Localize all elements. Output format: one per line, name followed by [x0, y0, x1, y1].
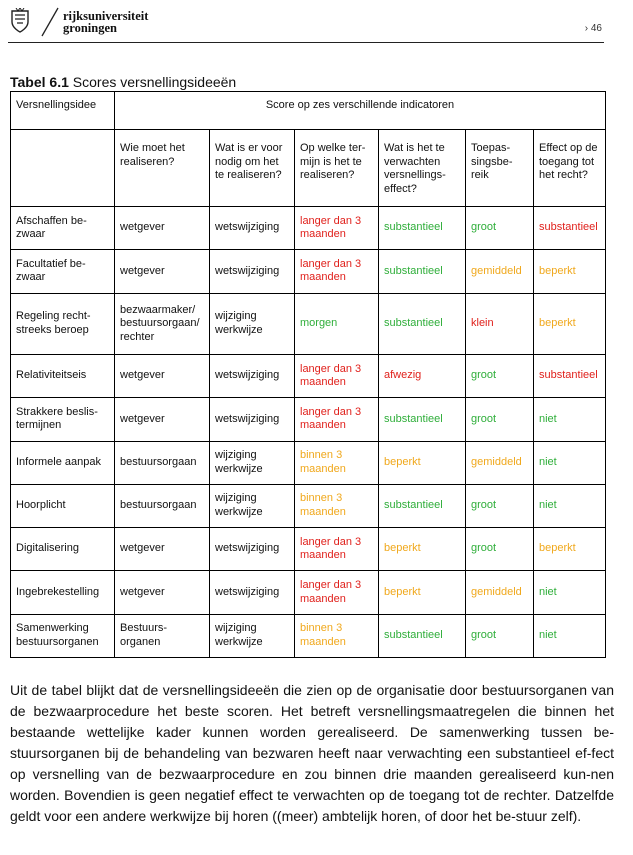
table-cell: langer dan 3 maanden: [295, 528, 379, 571]
table-cell: binnen 3 maanden: [295, 614, 379, 657]
header-rule: [8, 42, 604, 43]
table-cell: substantieel: [379, 484, 466, 527]
table-row: [11, 528, 606, 571]
table-cell: substantieel: [379, 614, 466, 657]
table-cell: beperkt: [379, 571, 466, 614]
table-cell: morgen: [295, 293, 379, 355]
table-cell: bestuursorgaan: [115, 441, 210, 484]
table-row: [11, 207, 606, 250]
table-cell: afwezig: [379, 355, 466, 398]
table-cell: wetswijziging: [210, 571, 295, 614]
table-row: [11, 293, 606, 355]
table-header-row: [11, 92, 606, 130]
table-cell: substantieel: [379, 207, 466, 250]
table-cell: groot: [466, 614, 534, 657]
table-cell: niet: [534, 614, 606, 657]
table-subheader-row: [11, 130, 606, 207]
table-cell: beperkt: [379, 528, 466, 571]
table-cell: wetswijziging: [210, 250, 295, 293]
table-cell: groot: [466, 355, 534, 398]
table-cell: wetswijziging: [210, 355, 295, 398]
table-cell: gemiddeld: [466, 250, 534, 293]
sub-header: Wat is het te verwachten versnellings-effect?: [379, 130, 466, 207]
table-cell: wetgever: [115, 355, 210, 398]
table-title-text: Scores versnellingsideeën: [68, 74, 237, 90]
table-cell: substantieel: [379, 398, 466, 441]
table-title: [10, 74, 236, 90]
row-label: Digitalisering: [11, 528, 115, 571]
sub-header: Effect op de toegang tot het recht?: [534, 130, 606, 207]
row-label: Hoorplicht: [11, 484, 115, 527]
table-row: [11, 571, 606, 614]
table-cell: gemiddeld: [466, 441, 534, 484]
table-cell: binnen 3 maanden: [295, 484, 379, 527]
table-cell: gemiddeld: [466, 571, 534, 614]
table-cell: wijziging werkwijze: [210, 293, 295, 355]
table-cell: beperkt: [534, 293, 606, 355]
row-label: Afschaffen be-zwaar: [11, 207, 115, 250]
sub-header: Wie moet het realiseren?: [115, 130, 210, 207]
university-name: [63, 10, 148, 34]
table-cell: langer dan 3 maanden: [295, 398, 379, 441]
table-cell: niet: [534, 398, 606, 441]
table-cell: langer dan 3 maanden: [295, 571, 379, 614]
table-cell: binnen 3 maanden: [295, 441, 379, 484]
row-label: Strakkere beslis-termijnen: [11, 398, 115, 441]
table-cell: bestuursorgaan: [115, 484, 210, 527]
table-cell: bezwaarmaker/ bestuursorgaan/ rechter: [115, 293, 210, 355]
body-paragraph: Uit de tabel blijkt dat de versnellingsideeën die zien op de organisatie door bestuursorganen van de bezwaarprocedure het beste scoren. Het betreft versnellingsmaatregelen die binnen het bestaande wettelijke kader kunnen worden gerealiseerd. De samenwerking tussen be-stuursorganen bij de behandeling van bezwaren heeft naar verwachting een substantieel ef-fect op versnelling van de bezwaarprocedure en zou binnen drie maanden gerealiseerd kun-nen worden. Bovendien is geen negatief effect te verwachten op de toegang tot de rechter. Datzelfde geldt voor een andere werkwijze bij horen ((meer) ambtelijk horen, of door het be-stuur zelf).: [10, 682, 614, 824]
page-number: › 46: [584, 23, 602, 34]
table-row: [11, 441, 606, 484]
scores-table: [10, 91, 606, 658]
page-header: [10, 6, 602, 42]
table-cell: langer dan 3 maanden: [295, 207, 379, 250]
table-cell: wetgever: [115, 398, 210, 441]
sub-header: Op welke ter-mijn is het te realiseren?: [295, 130, 379, 207]
sub-header: Wat is er voor nodig om het te realiseren?: [210, 130, 295, 207]
university-crest-icon: [10, 8, 30, 34]
university-name-line1: rijksuniversiteit: [63, 9, 149, 23]
slash-divider-icon: [38, 6, 62, 38]
table-cell: wijziging werkwijze: [210, 484, 295, 527]
col-header-empty: [11, 130, 115, 207]
table-cell: wetswijziging: [210, 398, 295, 441]
table-cell: beperkt: [534, 528, 606, 571]
table-cell: wetswijziging: [210, 528, 295, 571]
row-label: Samenwerking bestuursorganen: [11, 614, 115, 657]
table-cell: groot: [466, 528, 534, 571]
table-cell: niet: [534, 571, 606, 614]
table-cell: Bestuurs-organen: [115, 614, 210, 657]
table-cell: beperkt: [379, 441, 466, 484]
col-header-versnellingsidee: Versnellingsidee: [11, 92, 115, 130]
table-cell: groot: [466, 398, 534, 441]
table-cell: klein: [466, 293, 534, 355]
table-cell: wetswijziging: [210, 207, 295, 250]
row-label: Regeling recht-streeks beroep: [11, 293, 115, 355]
table-cell: groot: [466, 484, 534, 527]
table-cell: niet: [534, 484, 606, 527]
table-row: [11, 398, 606, 441]
table-cell: beperkt: [534, 250, 606, 293]
table-cell: wetgever: [115, 250, 210, 293]
table-cell: wetgever: [115, 528, 210, 571]
table-cell: substantieel: [379, 250, 466, 293]
table-row: [11, 484, 606, 527]
row-label: Ingebrekestelling: [11, 571, 115, 614]
table-cell: substantieel: [534, 355, 606, 398]
table-row: [11, 614, 606, 657]
table-title-label: Tabel 6.1: [10, 74, 69, 90]
sub-header: Toepas-singsbe-reik: [466, 130, 534, 207]
table-cell: wijziging werkwijze: [210, 614, 295, 657]
row-label: Relativiteitseis: [11, 355, 115, 398]
university-name-line2: groningen: [63, 21, 117, 35]
table-row: [11, 250, 606, 293]
table-cell: groot: [466, 207, 534, 250]
row-label: Informele aanpak: [11, 441, 115, 484]
table-row: [11, 355, 606, 398]
table-cell: niet: [534, 441, 606, 484]
table-cell: wetgever: [115, 207, 210, 250]
table-cell: wijziging werkwijze: [210, 441, 295, 484]
table-cell: substantieel: [534, 207, 606, 250]
table-cell: langer dan 3 maanden: [295, 250, 379, 293]
table-cell: langer dan 3 maanden: [295, 355, 379, 398]
table-cell: substantieel: [379, 293, 466, 355]
table-cell: wetgever: [115, 571, 210, 614]
row-label: Facultatief be-zwaar: [11, 250, 115, 293]
col-header-span: Score op zes verschillende indicatoren: [115, 92, 606, 130]
